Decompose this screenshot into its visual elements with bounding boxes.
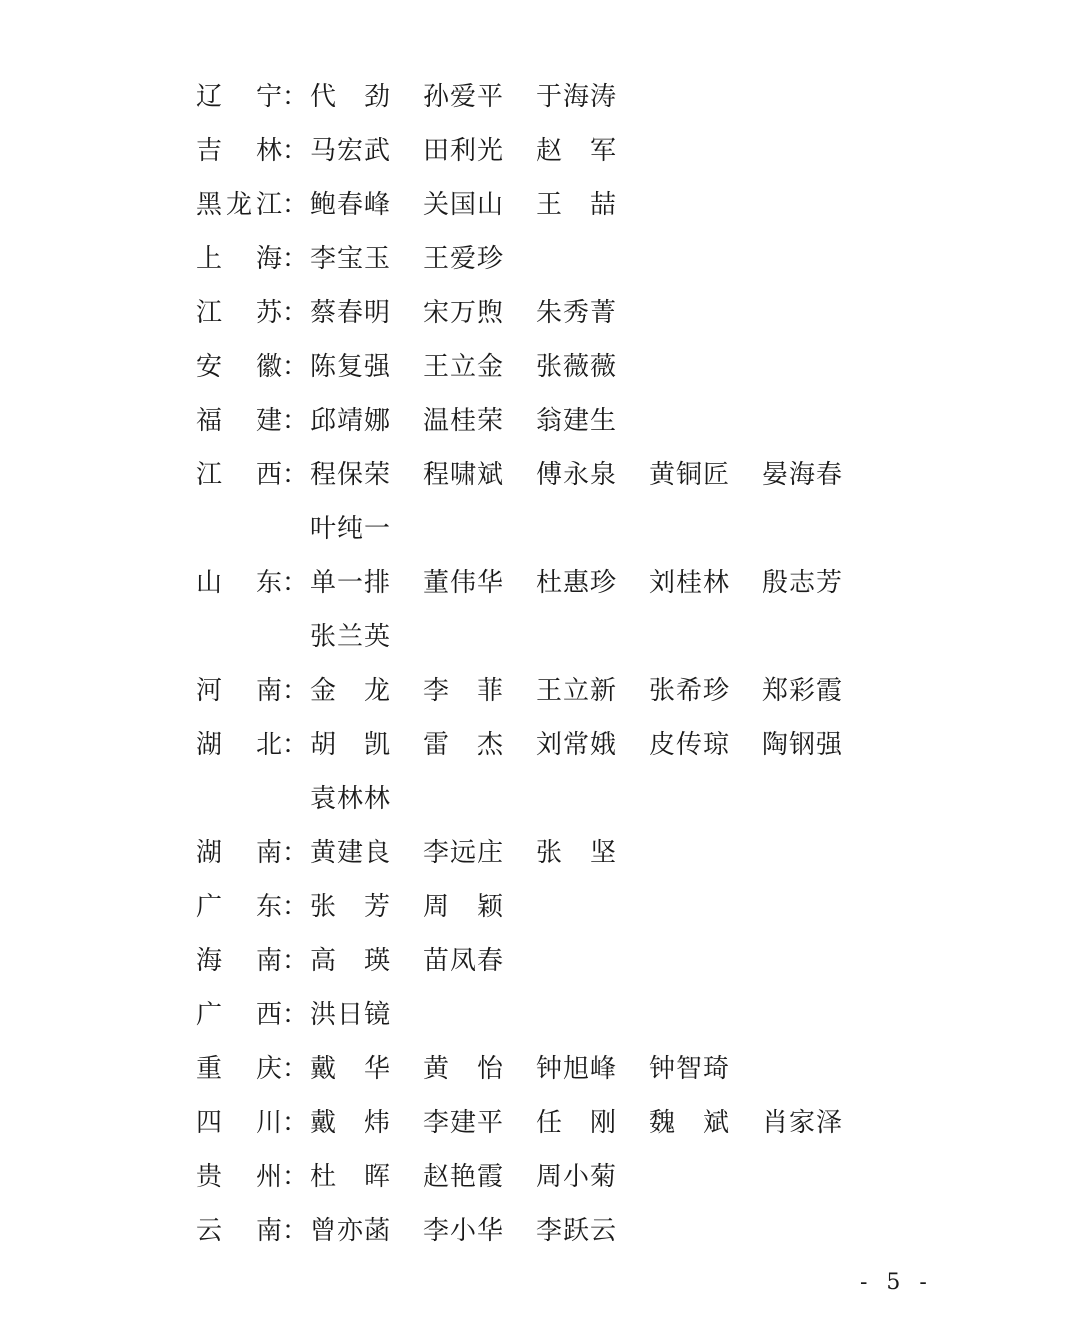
person-name-cell bbox=[423, 664, 536, 718]
name-line bbox=[196, 394, 896, 448]
person-name: 殷志芳 bbox=[762, 568, 842, 598]
person-name-cell bbox=[536, 124, 649, 178]
province-label bbox=[196, 448, 310, 502]
person-name: 刘桂林 bbox=[649, 568, 729, 598]
province-name: 广 西 bbox=[196, 1000, 282, 1030]
person-name-cell bbox=[649, 664, 762, 718]
name-line bbox=[196, 340, 896, 394]
province-name: 四 川 bbox=[196, 1108, 282, 1138]
name-line bbox=[196, 1096, 896, 1150]
person-names bbox=[310, 232, 536, 286]
person-name: 雷 杰 bbox=[423, 730, 503, 760]
province-row bbox=[196, 340, 896, 394]
province-name: 重 庆 bbox=[196, 1054, 282, 1084]
name-line bbox=[196, 718, 896, 772]
person-name: 黄建良 bbox=[310, 838, 390, 868]
person-name: 杜惠珍 bbox=[536, 568, 616, 598]
person-name-cell bbox=[310, 556, 423, 610]
name-line bbox=[196, 1150, 896, 1204]
person-name-cell bbox=[423, 178, 536, 232]
person-names bbox=[310, 124, 649, 178]
person-name-cell bbox=[536, 1096, 649, 1150]
person-name: 张 芳 bbox=[310, 892, 390, 922]
person-name-cell bbox=[310, 340, 423, 394]
province-colon: ： bbox=[282, 190, 309, 220]
name-line bbox=[196, 664, 896, 718]
province-label bbox=[196, 1204, 310, 1258]
person-name: 胡 凯 bbox=[310, 730, 390, 760]
name-line bbox=[196, 772, 896, 826]
person-name-cell bbox=[762, 448, 875, 502]
province-label bbox=[196, 610, 310, 664]
person-name: 钟智琦 bbox=[649, 1054, 729, 1084]
person-names bbox=[310, 448, 875, 502]
person-name: 宋万煦 bbox=[423, 298, 503, 328]
person-name: 赵 军 bbox=[536, 136, 616, 166]
name-line bbox=[196, 70, 896, 124]
person-name: 程啸斌 bbox=[423, 460, 503, 490]
person-name: 晏海春 bbox=[762, 460, 842, 490]
province-colon: ： bbox=[282, 946, 309, 976]
person-name-cell bbox=[649, 718, 762, 772]
person-name-cell bbox=[310, 1096, 423, 1150]
province-name: 湖 南 bbox=[196, 838, 282, 868]
person-name-cell bbox=[423, 1204, 536, 1258]
province-name: 吉 林 bbox=[196, 136, 282, 166]
person-name: 魏 斌 bbox=[649, 1108, 729, 1138]
province-label bbox=[196, 664, 310, 718]
person-name-cell bbox=[536, 718, 649, 772]
province-row bbox=[196, 394, 896, 448]
person-name: 张希珍 bbox=[649, 676, 729, 706]
person-names bbox=[310, 340, 649, 394]
province-row bbox=[196, 1204, 896, 1258]
person-names bbox=[310, 664, 875, 718]
person-name-cell bbox=[310, 286, 423, 340]
person-name: 温桂荣 bbox=[423, 406, 503, 436]
province-name: 江 西 bbox=[196, 460, 282, 490]
province-row bbox=[196, 448, 896, 556]
person-name: 任 刚 bbox=[536, 1108, 616, 1138]
name-line bbox=[196, 1204, 896, 1258]
province-colon: ： bbox=[282, 406, 309, 436]
person-name: 叶纯一 bbox=[310, 514, 390, 544]
province-name-list bbox=[196, 70, 896, 1258]
person-name-cell bbox=[536, 448, 649, 502]
person-name: 李建平 bbox=[423, 1108, 503, 1138]
person-name: 孙爱平 bbox=[423, 82, 503, 112]
person-name: 王立金 bbox=[423, 352, 503, 382]
person-name-cell bbox=[536, 178, 649, 232]
person-name-cell bbox=[536, 340, 649, 394]
person-name: 高 瑛 bbox=[310, 946, 390, 976]
person-names bbox=[310, 1042, 762, 1096]
person-name-cell bbox=[762, 1096, 875, 1150]
person-names bbox=[310, 718, 875, 772]
person-name-cell bbox=[310, 232, 423, 286]
person-name-cell bbox=[310, 988, 423, 1042]
name-line bbox=[196, 988, 896, 1042]
province-name: 山 东 bbox=[196, 568, 282, 598]
person-names bbox=[310, 988, 423, 1042]
person-name-cell bbox=[310, 772, 423, 826]
person-name: 蔡春明 bbox=[310, 298, 390, 328]
name-line bbox=[196, 880, 896, 934]
person-name-cell bbox=[423, 826, 536, 880]
person-name-cell bbox=[423, 448, 536, 502]
province-name: 云 南 bbox=[196, 1216, 282, 1246]
person-name-cell bbox=[423, 286, 536, 340]
person-name-cell bbox=[310, 610, 423, 664]
person-name: 张兰英 bbox=[310, 622, 390, 652]
province-name: 海 南 bbox=[196, 946, 282, 976]
person-names bbox=[310, 610, 423, 664]
person-names bbox=[310, 286, 649, 340]
person-name-cell bbox=[536, 70, 649, 124]
province-name: 河 南 bbox=[196, 676, 282, 706]
province-label bbox=[196, 232, 310, 286]
province-label bbox=[196, 826, 310, 880]
province-label bbox=[196, 394, 310, 448]
person-name: 张 坚 bbox=[536, 838, 616, 868]
person-name: 赵艳霞 bbox=[423, 1162, 503, 1192]
person-name: 邱靖娜 bbox=[310, 406, 390, 436]
person-name-cell bbox=[649, 1096, 762, 1150]
person-names bbox=[310, 1096, 875, 1150]
person-name: 鲍春峰 bbox=[310, 190, 390, 220]
province-colon: ： bbox=[282, 892, 309, 922]
name-line bbox=[196, 502, 896, 556]
person-name: 皮传琼 bbox=[649, 730, 729, 760]
province-row bbox=[196, 1096, 896, 1150]
person-name-cell bbox=[536, 1150, 649, 1204]
person-name-cell bbox=[423, 340, 536, 394]
name-line bbox=[196, 826, 896, 880]
person-names bbox=[310, 826, 649, 880]
person-name-cell bbox=[423, 934, 536, 988]
person-names bbox=[310, 178, 649, 232]
person-name: 程保荣 bbox=[310, 460, 390, 490]
person-name: 王立新 bbox=[536, 676, 616, 706]
person-name-cell bbox=[423, 718, 536, 772]
name-line bbox=[196, 1042, 896, 1096]
person-name: 郑彩霞 bbox=[762, 676, 842, 706]
person-name: 戴 炜 bbox=[310, 1108, 390, 1138]
person-name-cell bbox=[310, 718, 423, 772]
person-name-cell bbox=[762, 556, 875, 610]
province-colon: ： bbox=[282, 460, 309, 490]
person-name: 陈复强 bbox=[310, 352, 390, 382]
person-name-cell bbox=[310, 70, 423, 124]
province-label bbox=[196, 124, 310, 178]
person-name: 曾亦菡 bbox=[310, 1216, 390, 1246]
province-label bbox=[196, 934, 310, 988]
person-name: 戴 华 bbox=[310, 1054, 390, 1084]
province-name: 江 苏 bbox=[196, 298, 282, 328]
person-name-cell bbox=[310, 880, 423, 934]
province-name: 贵 州 bbox=[196, 1162, 282, 1192]
province-row bbox=[196, 124, 896, 178]
province-row bbox=[196, 988, 896, 1042]
person-name-cell bbox=[423, 1150, 536, 1204]
person-name: 马宏武 bbox=[310, 136, 390, 166]
person-name-cell bbox=[536, 826, 649, 880]
province-row bbox=[196, 718, 896, 826]
person-names bbox=[310, 394, 649, 448]
person-name: 李远庄 bbox=[423, 838, 503, 868]
person-name: 傅永泉 bbox=[536, 460, 616, 490]
province-colon: ： bbox=[282, 136, 309, 166]
province-name: 安 徽 bbox=[196, 352, 282, 382]
person-name-cell bbox=[762, 664, 875, 718]
province-colon: ： bbox=[282, 352, 309, 382]
province-row bbox=[196, 1150, 896, 1204]
province-colon: ： bbox=[282, 1216, 309, 1246]
province-row bbox=[196, 286, 896, 340]
person-name-cell bbox=[536, 556, 649, 610]
person-name: 袁林林 bbox=[310, 784, 390, 814]
person-name-cell bbox=[310, 1204, 423, 1258]
person-name: 张薇薇 bbox=[536, 352, 616, 382]
province-label bbox=[196, 178, 310, 232]
person-name: 关国山 bbox=[423, 190, 503, 220]
province-colon: ： bbox=[282, 568, 309, 598]
province-colon: ： bbox=[282, 298, 309, 328]
province-label bbox=[196, 880, 310, 934]
person-name-cell bbox=[310, 826, 423, 880]
person-name: 钟旭峰 bbox=[536, 1054, 616, 1084]
person-name-cell bbox=[649, 556, 762, 610]
name-line bbox=[196, 934, 896, 988]
person-name: 朱秀菁 bbox=[536, 298, 616, 328]
province-label bbox=[196, 988, 310, 1042]
person-name-cell bbox=[423, 556, 536, 610]
province-colon: ： bbox=[282, 1108, 309, 1138]
person-name: 周 颖 bbox=[423, 892, 503, 922]
person-name: 李跃云 bbox=[536, 1216, 616, 1246]
person-name-cell bbox=[310, 502, 423, 556]
person-name: 翁建生 bbox=[536, 406, 616, 436]
name-line bbox=[196, 286, 896, 340]
person-name: 陶钢强 bbox=[762, 730, 842, 760]
person-name-cell bbox=[310, 934, 423, 988]
person-names bbox=[310, 1150, 649, 1204]
province-colon: ： bbox=[282, 730, 309, 760]
person-name: 黄 怡 bbox=[423, 1054, 503, 1084]
person-name: 李宝玉 bbox=[310, 244, 390, 274]
person-name: 李小华 bbox=[423, 1216, 503, 1246]
province-name: 福 建 bbox=[196, 406, 282, 436]
person-names bbox=[310, 934, 536, 988]
name-line bbox=[196, 232, 896, 286]
province-colon: ： bbox=[282, 838, 309, 868]
province-row bbox=[196, 934, 896, 988]
province-row bbox=[196, 232, 896, 286]
province-label bbox=[196, 772, 310, 826]
person-name-cell bbox=[310, 448, 423, 502]
province-row bbox=[196, 1042, 896, 1096]
province-row bbox=[196, 178, 896, 232]
person-name-cell bbox=[423, 394, 536, 448]
person-name-cell bbox=[762, 718, 875, 772]
person-name: 董伟华 bbox=[423, 568, 503, 598]
province-name: 广 东 bbox=[196, 892, 282, 922]
person-name-cell bbox=[423, 232, 536, 286]
page-number: - 5 - bbox=[860, 1270, 933, 1295]
person-name: 刘常娥 bbox=[536, 730, 616, 760]
province-row bbox=[196, 826, 896, 880]
person-name-cell bbox=[423, 1096, 536, 1150]
person-name-cell bbox=[310, 1042, 423, 1096]
person-name: 金 龙 bbox=[310, 676, 390, 706]
province-label bbox=[196, 70, 310, 124]
person-name-cell bbox=[536, 394, 649, 448]
person-name: 王爱珍 bbox=[423, 244, 503, 274]
name-line bbox=[196, 610, 896, 664]
province-colon: ： bbox=[282, 1162, 309, 1192]
province-label bbox=[196, 1150, 310, 1204]
province-name: 上 海 bbox=[196, 244, 282, 274]
person-name-cell bbox=[310, 1150, 423, 1204]
province-label bbox=[196, 556, 310, 610]
province-colon: ： bbox=[282, 1054, 309, 1084]
province-label bbox=[196, 340, 310, 394]
province-label bbox=[196, 718, 310, 772]
person-name: 苗凤春 bbox=[423, 946, 503, 976]
name-line bbox=[196, 448, 896, 502]
person-name: 于海涛 bbox=[536, 82, 616, 112]
person-name-cell bbox=[423, 124, 536, 178]
person-name: 肖家泽 bbox=[762, 1108, 842, 1138]
person-names bbox=[310, 1204, 649, 1258]
person-name: 洪日镜 bbox=[310, 1000, 390, 1030]
person-name-cell bbox=[536, 1042, 649, 1096]
person-name-cell bbox=[536, 286, 649, 340]
province-name: 黑龙江 bbox=[196, 190, 282, 220]
person-name-cell bbox=[310, 124, 423, 178]
province-colon: ： bbox=[282, 82, 309, 112]
name-line bbox=[196, 178, 896, 232]
province-label bbox=[196, 502, 310, 556]
name-line bbox=[196, 124, 896, 178]
province-label bbox=[196, 1096, 310, 1150]
person-name: 田利光 bbox=[423, 136, 503, 166]
person-name: 单一排 bbox=[310, 568, 390, 598]
province-row bbox=[196, 556, 896, 664]
person-name-cell bbox=[423, 880, 536, 934]
person-name: 黄铜匠 bbox=[649, 460, 729, 490]
province-label bbox=[196, 286, 310, 340]
province-name: 辽 宁 bbox=[196, 82, 282, 112]
person-name-cell bbox=[423, 70, 536, 124]
person-name: 王 喆 bbox=[536, 190, 616, 220]
person-name-cell bbox=[649, 1042, 762, 1096]
name-line bbox=[196, 556, 896, 610]
person-name-cell bbox=[536, 1204, 649, 1258]
person-names bbox=[310, 502, 423, 556]
person-name-cell bbox=[536, 664, 649, 718]
province-name: 湖 北 bbox=[196, 730, 282, 760]
person-names bbox=[310, 556, 875, 610]
province-row bbox=[196, 880, 896, 934]
person-name: 代 劲 bbox=[310, 82, 390, 112]
person-name: 周小菊 bbox=[536, 1162, 616, 1192]
province-colon: ： bbox=[282, 676, 309, 706]
person-name-cell bbox=[310, 394, 423, 448]
province-label bbox=[196, 1042, 310, 1096]
person-names bbox=[310, 70, 649, 124]
province-colon: ： bbox=[282, 1000, 309, 1030]
province-row bbox=[196, 70, 896, 124]
person-name-cell bbox=[310, 178, 423, 232]
person-names bbox=[310, 772, 423, 826]
person-name: 李 菲 bbox=[423, 676, 503, 706]
person-names bbox=[310, 880, 536, 934]
person-name-cell bbox=[423, 1042, 536, 1096]
person-name-cell bbox=[649, 448, 762, 502]
person-name-cell bbox=[310, 664, 423, 718]
province-colon: ： bbox=[282, 244, 309, 274]
person-name: 杜 晖 bbox=[310, 1162, 390, 1192]
province-row bbox=[196, 664, 896, 718]
